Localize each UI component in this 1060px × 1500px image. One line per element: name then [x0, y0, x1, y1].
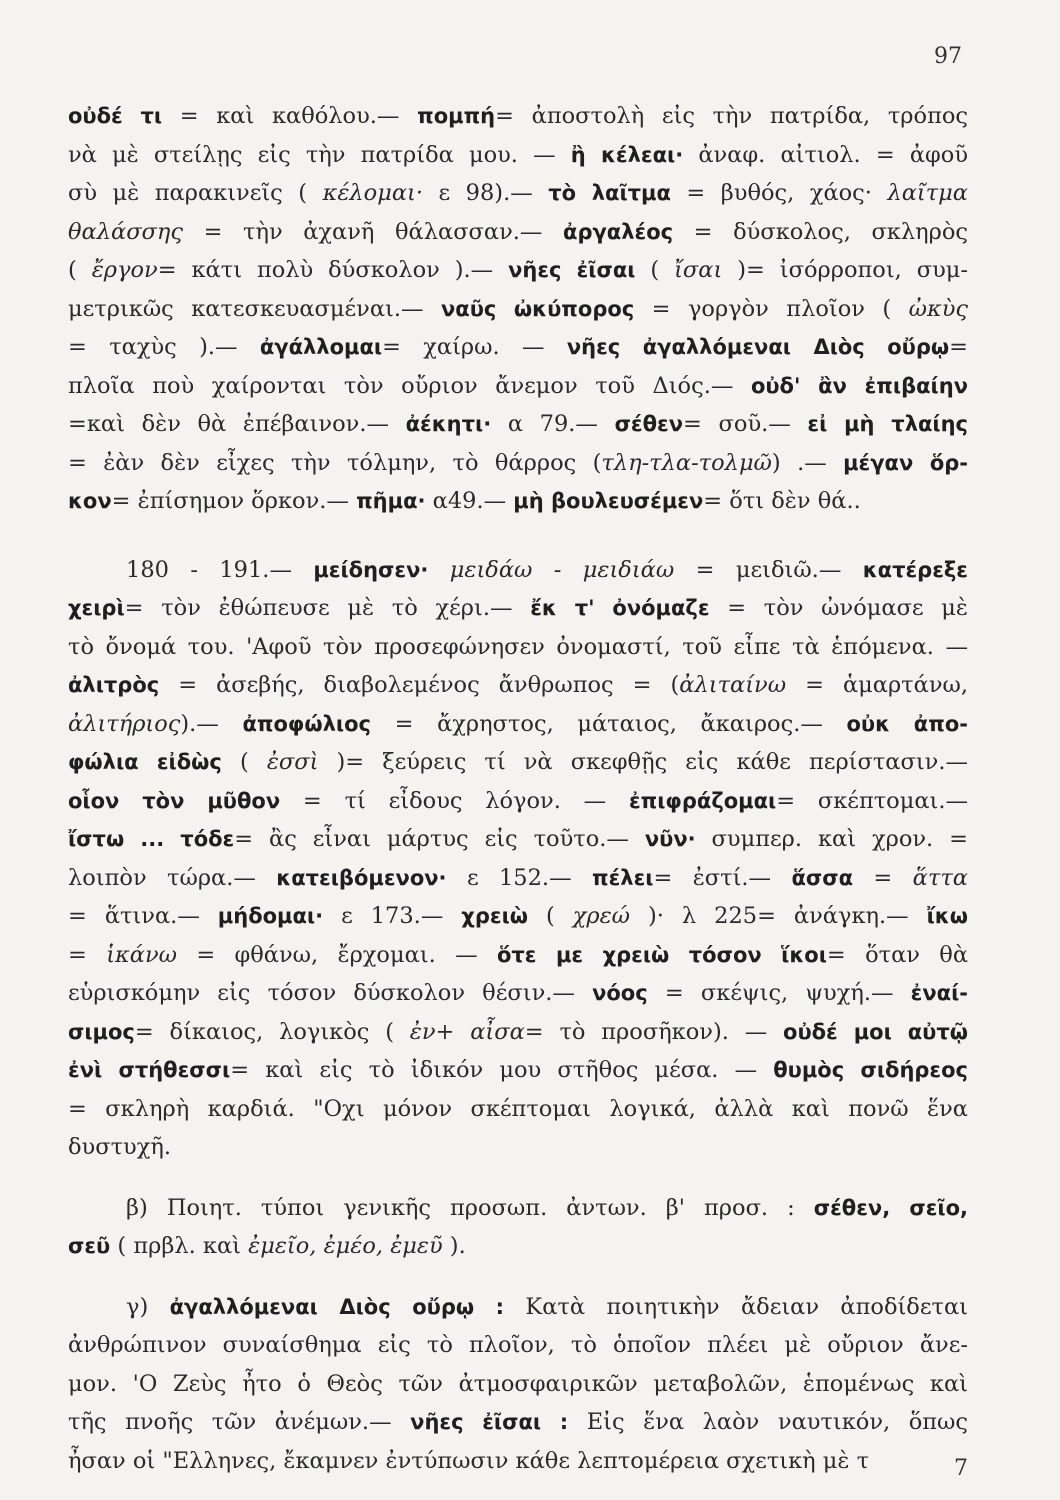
gloss-text: = σοῦ.—	[683, 411, 808, 437]
gloss-text: 180 - 191.—	[126, 556, 314, 583]
headword: μέγαν ὅρ-	[843, 450, 968, 475]
italic-term: ἴσαι	[674, 257, 723, 283]
headword: εἰ μὴ τλαίης	[807, 412, 968, 436]
gloss-text: = ἂς εἶναι μάρτυς εἰς τοῦτο.—	[234, 826, 645, 852]
text-line	[68, 1128, 968, 1167]
gloss-text: = ἐστί.—	[653, 864, 792, 891]
gloss-text: = τὴν ἀχανῆ θάλασσαν.—	[183, 218, 564, 245]
gloss-text: = κάτι πολὺ δύσκολον ).—	[157, 257, 509, 283]
gloss-text: = ἁμαρτάνω,	[786, 672, 968, 698]
text-line	[68, 1013, 968, 1052]
headword: οὐδέ μοι αὐτῷ	[783, 1019, 969, 1044]
text-line	[68, 1403, 968, 1442]
gloss-text: =	[68, 941, 107, 968]
gloss-text: δυστυχῆ.	[68, 1134, 171, 1160]
headword: ἐνὶ στήθεσσι	[68, 1058, 231, 1082]
gloss-text: = μειδιῶ.—	[674, 556, 863, 583]
gloss-text: μον. 'Ο Ζεὺς ἦτο ὁ Θεὸς τῶν ἀτμοσφαιρικῶν μεταβολῶν, ἑπομένως καὶ	[68, 1370, 968, 1397]
gloss-text: σὺ μὲ παρακινεῖς (	[68, 180, 323, 206]
italic-term: λαῖτμα	[887, 180, 968, 206]
gloss-text: = δίκαιος, λογικὸς (	[134, 1018, 410, 1045]
gloss-text: = τὸν ἐθώπευσε μὲ τὸ χέρι.—	[124, 595, 531, 621]
headword: τὸ λαῖτμα	[548, 181, 671, 205]
text-line	[68, 444, 968, 483]
headword: ἀγαλλόμεναι Διὸς οὔρῳ :	[169, 1294, 505, 1319]
headword: ἢ κέλεαι·	[570, 142, 684, 167]
headword: ἐναί-	[910, 981, 968, 1005]
headword: σιμος	[68, 1019, 135, 1044]
page-number: 97	[934, 44, 962, 69]
gloss-text: ε 173.—	[323, 903, 462, 929]
text-line	[68, 820, 968, 859]
gloss-text: (	[528, 903, 573, 929]
text-line	[68, 367, 968, 406]
gloss-text: νὰ μὲ στείλῃς εἰς τὴν πατρίδα μου. —	[68, 141, 571, 168]
headword: ἀργαλέος	[563, 219, 674, 244]
gloss-text: ἀνθρώπινον συναίσθημα εἰς τὸ πλοῖον, τὸ ὁποῖον πλέει μὲ οὔριον ἄνε-	[68, 1332, 968, 1358]
headword: κατειβόμενον·	[276, 865, 447, 890]
gloss-text: συμπερ. καὶ χρον. =	[695, 826, 968, 852]
headword: οἷον τὸν μῦθον	[68, 788, 281, 813]
text-line	[68, 1051, 968, 1090]
headword: σέθεν, σεῖο,	[813, 1195, 968, 1220]
text-line	[68, 213, 968, 252]
gloss-text: ε 152.—	[446, 864, 592, 891]
italic-term: ἔργον	[91, 257, 158, 283]
gloss-text: β) Ποιητ. τύποι γενικῆς προσωπ. ἀντων. β' προσ. :	[126, 1194, 814, 1221]
headword: ἴκω	[926, 904, 968, 928]
gloss-text: )= ξεύρεις τί νὰ σκεφθῇς εἰς κάθε περίστασιν.—	[318, 749, 968, 775]
text-line	[68, 97, 968, 136]
gloss-text: Κατὰ ποιητικὴν ἄδειαν ἀποδίδεται	[504, 1293, 968, 1320]
text-line	[68, 743, 968, 782]
gloss-text: =	[853, 864, 913, 891]
gloss-text: = βυθός, χάος·	[670, 180, 888, 206]
text-line	[68, 897, 968, 936]
gloss-text: =καὶ δὲν θὰ ἐπέβαινον.—	[68, 411, 406, 437]
gloss-text: μετρικῶς κατεσκευασμέναι.—	[68, 295, 441, 322]
gloss-text: = φθάνω, ἔρχομαι. —	[176, 941, 497, 968]
printer-signature: 7	[954, 1456, 968, 1481]
text-line	[68, 1189, 968, 1228]
gloss-text: = ἐπίσημον ὅρκον.—	[111, 488, 357, 514]
gloss-text: )· λ 225= ἀνάγκη.—	[630, 903, 927, 929]
gloss-text: (	[68, 257, 92, 283]
headword: ναῦς ὠκύπορος	[440, 296, 635, 321]
italic-term: ἐσσὶ	[266, 749, 319, 775]
gloss-text: γ)	[126, 1293, 170, 1320]
gloss-text: τῆς πνοῆς τῶν ἀνέμων.—	[68, 1409, 411, 1435]
text-line	[68, 705, 968, 744]
headword: σέθεν	[614, 412, 684, 436]
italic-term: ἱκάνω	[106, 941, 177, 968]
headword: ἀποφώλιος	[242, 711, 371, 736]
gloss-text: = ἀποστολὴ εἰς τὴν πατρίδα, τρόπος	[495, 103, 969, 129]
headword: φώλια εἰδὼς	[68, 750, 222, 774]
italic-term: κέλομαι·	[322, 180, 424, 206]
headword: νῆες ἐῖσαι :	[410, 1410, 569, 1434]
italic-term: ἐν+ αἶσα	[409, 1018, 525, 1045]
gloss-text: α49.—	[425, 488, 514, 514]
italic-term: χρεώ	[572, 903, 631, 929]
text-line	[68, 328, 968, 367]
text-line	[68, 589, 968, 628]
headword: οὐδ' ἂν ἐπιβαίην	[750, 373, 968, 398]
text-line	[68, 551, 968, 590]
headword: οὐδέ τι	[68, 104, 163, 128]
gloss-text: ἦσαν οἱ "Ελληνες, ἔκαμνεν ἐντύπωσιν κάθε λεπτομέρεια σχετικὴ μὲ τ	[68, 1447, 870, 1474]
headword: πῆμα·	[356, 489, 426, 513]
gloss-text: = ἅτινα.—	[68, 903, 218, 929]
gloss-text: λοιπὸν τώρα.—	[68, 864, 277, 891]
gloss-text: ε 98).—	[423, 180, 549, 206]
text-line	[68, 936, 968, 975]
text-line	[68, 1365, 968, 1404]
headword: ἅσσα	[791, 865, 854, 890]
text-line	[68, 1442, 968, 1481]
gloss-text: ).—	[180, 710, 243, 737]
headword: ἀλιτρὸς	[68, 673, 160, 697]
headword: οὐκ ἀπο-	[846, 711, 968, 736]
italic-term: μειδάω - μειδιάω	[449, 556, 675, 583]
text-line	[68, 136, 968, 175]
text-line	[68, 1326, 968, 1365]
headword: νῆες ἐῖσαι	[508, 258, 636, 282]
gloss-text: = ὅτι δὲν θά..	[703, 488, 861, 514]
gloss-text: = ἄχρηστος, μάταιος, ἄκαιρος.—	[370, 710, 847, 737]
gloss-text: = δύσκολος, σκληρὸς	[673, 218, 968, 245]
headword: μὴ βουλευσέμεν	[513, 489, 704, 513]
gloss-text: τὸ ὄνομά του. 'Αφοῦ τὸν προσεφώνησεν ὀνομαστί, τοῦ εἶπε τὰ ἑπόμενα. —	[68, 633, 968, 660]
gloss-text: = σκέψις, ψυχή.—	[647, 980, 911, 1006]
headword: μήδομαι·	[217, 904, 324, 928]
gloss-text: (	[221, 749, 267, 775]
headword: νῦν·	[644, 827, 696, 851]
commentary-text	[68, 97, 968, 1480]
headword: μείδησεν·	[313, 557, 429, 582]
headword: ὅτε με χρειὼ τόσον ἵκοι	[496, 942, 827, 967]
gloss-text: ( πρβλ. καὶ	[110, 1233, 249, 1259]
text-line	[68, 482, 968, 521]
gloss-text: = τί εἶδους λόγον. —	[280, 787, 629, 814]
headword: χρειὼ	[461, 904, 528, 928]
gloss-text: = ἐὰν δὲν εἶχες τὴν τόλμην, τὸ θάρρος (	[68, 449, 602, 476]
gloss-text: =	[949, 334, 969, 360]
gloss-text: ἀναφ. αἰτιολ. = ἀφοῦ	[683, 141, 968, 168]
headword: χειρὶ	[68, 596, 125, 620]
gloss-text: = σκέπτομαι.—	[776, 787, 969, 814]
text-line	[68, 859, 968, 898]
italic-term: ἀλιταίνω	[679, 672, 787, 698]
text-line	[68, 666, 968, 705]
gloss-text: = καὶ εἰς τὸ ἰδικόν μου στῆθος μέσα. —	[230, 1057, 774, 1083]
headword: ἐπιφράζομαι	[628, 788, 777, 813]
text-line	[68, 1090, 968, 1129]
gloss-text: = τὸν ὠνόμασε μὲ	[709, 595, 968, 621]
text-line	[68, 1288, 968, 1327]
gloss-text: = ἀσεβής, διαβολεμένος ἄνθρωπος = (	[159, 672, 680, 698]
italic-term: ὠκὺς	[908, 295, 968, 322]
text-line	[68, 174, 968, 213]
gloss-text: = ταχὺς ).—	[68, 334, 260, 360]
text-line	[68, 628, 968, 667]
gloss-text: = χαίρω. —	[382, 334, 567, 360]
headword: ἴστω ... τόδε	[68, 827, 235, 851]
gloss-text: πλοῖα ποὺ χαίρονται τὸν οὔριον ἄνεμον τοῦ Διός.—	[68, 372, 751, 399]
text-line	[68, 1227, 968, 1266]
headword: θυμὸς σιδήρεος	[773, 1058, 968, 1082]
headword: πομπή	[417, 104, 496, 128]
italic-term: ἀλιτήριος	[68, 710, 181, 737]
text-line	[68, 405, 968, 444]
headword: κατέρεξε	[862, 557, 968, 582]
headword: ἔκ τ' ὀνόμαζε	[530, 596, 710, 620]
gloss-text	[428, 557, 449, 583]
text-line	[68, 782, 968, 821]
headword: ἀέκητι·	[405, 412, 492, 436]
gloss-text: = τὸ προσῆκον). —	[524, 1018, 784, 1045]
headword: σεῦ	[68, 1234, 111, 1258]
italic-term: θαλάσσης	[68, 218, 183, 245]
text-line	[68, 251, 968, 290]
gloss-text: α 79.—	[491, 411, 615, 437]
headword: πέλει	[591, 865, 654, 890]
italic-term: ἅττα	[912, 864, 968, 891]
gloss-text: εὑρισκόμην εἰς τόσον δύσκολον θέσιν.—	[68, 980, 593, 1006]
gloss-text: Εἰς ἕνα λαὸν ναυτικόν, ὅπως	[568, 1409, 968, 1435]
gloss-text: ).	[442, 1233, 466, 1259]
text-line	[68, 290, 968, 329]
headword: νῆες ἀγαλλόμεναι Διὸς οὔρῳ	[566, 335, 950, 359]
text-line	[68, 974, 968, 1013]
gloss-text: ) .—	[771, 449, 844, 476]
gloss-text: )= ἰσόρροποι, συμ-	[722, 257, 968, 283]
gloss-text: = καὶ καθόλου.—	[162, 103, 418, 129]
italic-term: τλη-τλα-τολμῶ	[601, 449, 772, 476]
gloss-text: = γοργὸν πλοῖον (	[634, 295, 909, 322]
headword: νόος	[592, 981, 648, 1005]
gloss-text: (	[635, 257, 675, 283]
italic-term: ἐμεῖο, ἐμέο, ἐμεῦ	[248, 1233, 443, 1259]
gloss-text: = ὅταν θὰ	[826, 941, 969, 968]
headword: κον	[68, 489, 112, 513]
headword: ἀγάλλομαι	[259, 335, 383, 359]
gloss-text: = σκληρὴ καρδιά. "Οχι μόνον σκέπτομαι λογικά, ἀλλὰ καὶ πονῶ ἕνα	[68, 1095, 968, 1122]
